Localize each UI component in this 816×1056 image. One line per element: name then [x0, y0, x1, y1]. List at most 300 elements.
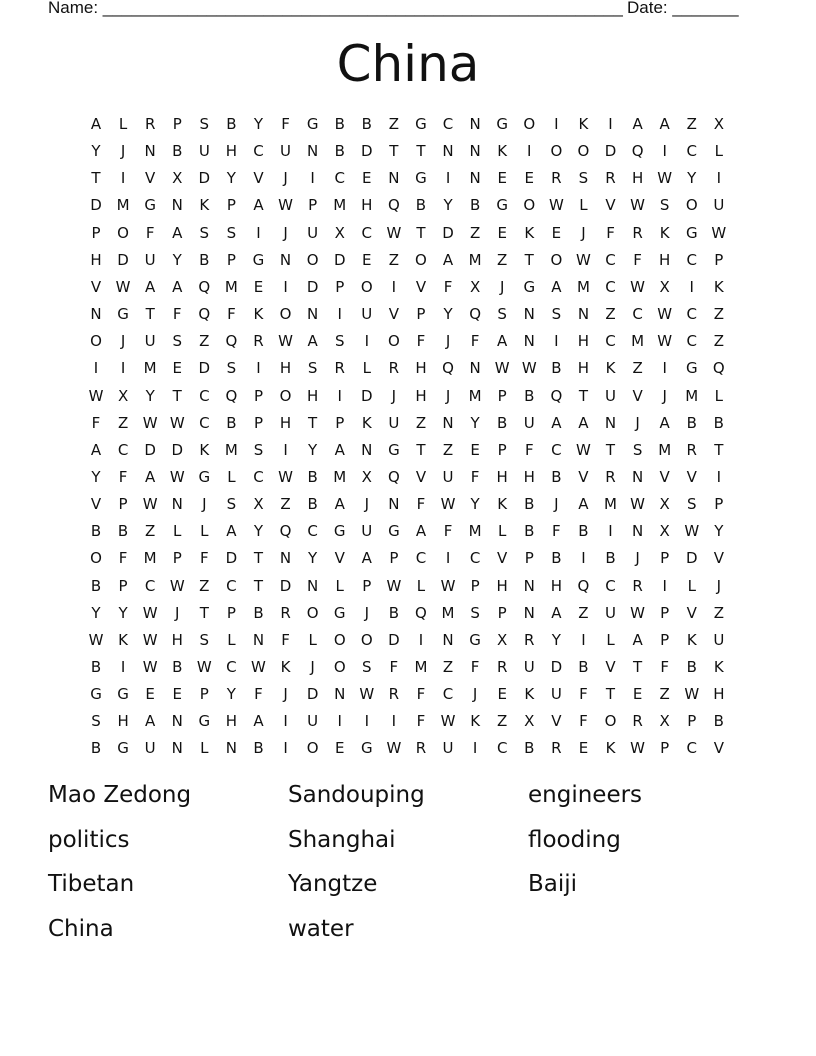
- grid-letter: F: [172, 305, 182, 324]
- grid-letter: F: [254, 685, 263, 704]
- grid-letter: E: [470, 440, 480, 459]
- grid-letter: A: [551, 277, 562, 296]
- grid-letter: H: [577, 332, 590, 351]
- grid-letter: O: [387, 332, 400, 351]
- grid-letter: Z: [117, 413, 129, 432]
- grid-letter: N: [469, 169, 481, 188]
- grid-letter: X: [497, 630, 508, 649]
- word-bank-item: Shanghai: [288, 826, 396, 853]
- grid-letter: G: [496, 115, 508, 133]
- grid-letter: D: [361, 142, 373, 161]
- grid-letter: I: [554, 115, 559, 133]
- grid-letter: R: [253, 332, 264, 351]
- grid-letter: B: [497, 413, 508, 432]
- grid-letter: B: [551, 467, 562, 486]
- grid-letter: J: [120, 142, 126, 161]
- grid-letter: C: [307, 522, 318, 541]
- grid-letter: E: [524, 169, 534, 188]
- grid-letter: N: [279, 549, 292, 568]
- grid-letter: P: [199, 685, 209, 704]
- page-title: China: [336, 35, 480, 93]
- grid-letter: T: [308, 413, 318, 432]
- grid-letter: X: [659, 495, 670, 514]
- grid-letter: F: [633, 250, 642, 269]
- grid-letter: Z: [145, 522, 156, 541]
- grid-letter: X: [469, 277, 481, 296]
- grid-letter: Q: [712, 359, 725, 378]
- grid-letter: I: [445, 549, 451, 568]
- grid-letter: F: [118, 549, 128, 568]
- grid-letter: U: [307, 712, 319, 731]
- grid-letter: B: [578, 522, 589, 541]
- grid-letter: C: [686, 142, 697, 161]
- grid-letter: M: [414, 658, 428, 676]
- grid-letter: L: [416, 576, 426, 595]
- grid-letter: B: [713, 712, 724, 731]
- grid-letter: I: [120, 359, 126, 378]
- grid-letter: K: [280, 658, 291, 676]
- grid-letter: B: [226, 115, 237, 133]
- grid-letter: G: [333, 603, 346, 622]
- grid-letter: K: [497, 495, 508, 514]
- grid-letter: E: [551, 223, 562, 242]
- grid-letter: P: [660, 739, 670, 758]
- grid-letter: G: [360, 739, 373, 758]
- grid-letter: W: [196, 658, 212, 676]
- grid-letter: D: [198, 169, 211, 188]
- word-bank-item: Sandouping: [288, 782, 425, 808]
- grid-letter: Z: [578, 603, 589, 622]
- grid-letter: Y: [226, 685, 236, 704]
- grid-letter: N: [523, 305, 535, 324]
- grid-letter: W: [630, 277, 646, 296]
- grid-letter: K: [713, 277, 724, 296]
- grid-letter: K: [118, 630, 128, 649]
- grid-letter: H: [90, 250, 102, 269]
- grid-letter: Y: [443, 196, 453, 215]
- grid-letter: Y: [91, 603, 101, 622]
- grid-letter: C: [605, 250, 616, 269]
- grid-letter: M: [576, 277, 590, 296]
- grid-letter: S: [334, 332, 345, 351]
- grid-letter: C: [686, 739, 697, 758]
- grid-letter: R: [388, 685, 400, 704]
- grid-letter: T: [172, 386, 182, 405]
- grid-letter: H: [523, 467, 535, 486]
- grid-letter: S: [199, 115, 210, 133]
- grid-letter: Q: [198, 277, 211, 296]
- grid-letter: O: [90, 549, 102, 568]
- grid-letter: U: [550, 685, 562, 704]
- grid-letter: W: [386, 739, 402, 758]
- grid-letter: C: [686, 250, 697, 269]
- grid-letter: B: [172, 658, 183, 676]
- grid-letter: F: [606, 223, 615, 242]
- grid-letter: C: [199, 386, 210, 405]
- grid-letter: I: [120, 658, 126, 676]
- grid-letter: G: [333, 522, 346, 541]
- word-bank-item: Tibetan: [48, 871, 135, 897]
- word-bank-item: Yangtze: [288, 871, 378, 897]
- date-field[interactable]: Date: _______: [627, 0, 739, 17]
- grid-letter: C: [199, 413, 210, 432]
- grid-letter: H: [117, 712, 129, 731]
- grid-letter: G: [198, 712, 211, 731]
- grid-letter: W: [386, 223, 402, 242]
- grid-letter: H: [279, 413, 292, 432]
- grid-letter: B: [90, 739, 102, 758]
- grid-letter: W: [630, 495, 646, 514]
- grid-letter: R: [388, 359, 400, 378]
- grid-letter: V: [145, 169, 156, 188]
- grid-letter: Y: [172, 250, 182, 269]
- grid-letter: O: [360, 630, 373, 649]
- grid-letter: O: [333, 630, 346, 649]
- grid-letter: T: [253, 549, 264, 568]
- grid-letter: I: [283, 440, 288, 459]
- grid-letter: T: [416, 223, 426, 242]
- grid-letter: D: [306, 685, 319, 704]
- grid-letter: F: [443, 277, 453, 296]
- grid-letter: V: [90, 277, 102, 296]
- grid-letter: N: [171, 196, 183, 215]
- grid-letter: W: [142, 658, 158, 676]
- grid-letter: I: [608, 522, 613, 541]
- grid-letter: G: [496, 196, 508, 215]
- grid-letter: K: [713, 658, 724, 676]
- grid-letter: T: [253, 576, 264, 595]
- grid-letter: U: [361, 522, 373, 541]
- grid-letter: A: [659, 115, 670, 133]
- grid-letter: W: [142, 495, 158, 514]
- grid-letter: A: [497, 332, 508, 351]
- grid-letter: Z: [442, 440, 454, 459]
- grid-letter: W: [169, 413, 185, 432]
- grid-letter: J: [391, 386, 397, 405]
- grid-letter: S: [659, 196, 670, 215]
- grid-letter: C: [605, 332, 616, 351]
- grid-letter: I: [581, 549, 586, 568]
- grid-letter: P: [362, 576, 372, 595]
- grid-letter: B: [524, 386, 535, 405]
- grid-letter: U: [442, 467, 454, 486]
- grid-letter: C: [361, 223, 373, 242]
- grid-letter: F: [524, 440, 534, 459]
- grid-letter: N: [388, 495, 400, 514]
- grid-letter: X: [334, 223, 345, 242]
- grid-letter: I: [283, 277, 288, 296]
- grid-letter: U: [280, 142, 292, 161]
- grid-letter: P: [416, 305, 426, 324]
- grid-letter: B: [524, 522, 535, 541]
- grid-letter: M: [333, 196, 347, 215]
- grid-letter: B: [469, 196, 481, 215]
- grid-letter: I: [256, 359, 261, 378]
- grid-letter: P: [308, 196, 318, 215]
- grid-letter: I: [391, 712, 397, 731]
- grid-letter: J: [364, 495, 370, 514]
- grid-letter: Q: [415, 603, 427, 622]
- grid-letter: D: [225, 549, 238, 568]
- grid-letter: H: [415, 386, 427, 405]
- grid-letter: K: [253, 305, 264, 324]
- grid-letter: M: [224, 440, 238, 459]
- grid-letter: I: [364, 332, 370, 351]
- grid-letter: D: [198, 359, 211, 378]
- grid-letter: U: [713, 196, 725, 215]
- grid-letter: B: [253, 603, 264, 622]
- grid-letter: W: [548, 196, 564, 215]
- grid-letter: S: [686, 495, 697, 514]
- grid-letter: R: [686, 440, 697, 459]
- grid-letter: J: [175, 603, 180, 622]
- grid-letter: V: [686, 467, 697, 486]
- grid-letter: P: [524, 549, 534, 568]
- grid-letter: B: [307, 495, 318, 514]
- grid-letter: W: [657, 332, 673, 351]
- grid-letter: P: [172, 115, 182, 133]
- grid-letter: G: [685, 223, 698, 242]
- grid-letter: I: [310, 169, 315, 188]
- grid-letter: N: [442, 630, 454, 649]
- grid-letter: C: [442, 685, 454, 704]
- grid-letter: B: [253, 739, 264, 758]
- grid-letter: O: [523, 115, 536, 133]
- grid-letter: V: [415, 277, 427, 296]
- grid-letter: I: [662, 576, 667, 595]
- grid-letter: O: [279, 305, 292, 324]
- grid-letter: R: [632, 576, 643, 595]
- grid-letter: V: [632, 386, 643, 405]
- grid-letter: O: [117, 223, 129, 242]
- grid-letter: E: [632, 685, 643, 704]
- grid-letter: I: [337, 305, 342, 324]
- grid-letter: Z: [605, 305, 616, 324]
- grid-letter: H: [306, 386, 319, 405]
- grid-letter: J: [635, 413, 640, 432]
- grid-letter: O: [685, 196, 698, 215]
- grid-letter: A: [145, 712, 156, 731]
- grid-letter: Q: [225, 332, 238, 351]
- grid-letter: F: [416, 685, 426, 704]
- grid-letter: W: [251, 658, 266, 676]
- grid-letter: B: [226, 413, 237, 432]
- grid-letter: C: [551, 440, 562, 459]
- grid-letter: B: [388, 603, 400, 622]
- grid-letter: A: [226, 522, 237, 541]
- grid-letter: S: [226, 495, 237, 514]
- grid-letter: B: [578, 658, 589, 676]
- grid-letter: Q: [469, 305, 482, 324]
- grid-letter: P: [497, 386, 507, 405]
- grid-letter: K: [578, 115, 589, 133]
- grid-letter: C: [117, 440, 129, 459]
- grid-letter: P: [118, 576, 128, 595]
- grid-letter: W: [657, 169, 673, 188]
- grid-letter: R: [632, 712, 643, 731]
- grid-letter: W: [576, 440, 591, 459]
- grid-letter: A: [551, 603, 562, 622]
- grid-letter: M: [468, 522, 482, 541]
- grid-letter: R: [144, 115, 156, 133]
- grid-letter: I: [689, 277, 694, 296]
- grid-letter: B: [90, 658, 102, 676]
- grid-letter: H: [631, 169, 644, 188]
- grid-letter: W: [88, 386, 104, 405]
- grid-letter: Q: [225, 386, 238, 405]
- grid-letter: A: [551, 413, 562, 432]
- grid-letter: W: [359, 685, 375, 704]
- grid-letter: U: [144, 250, 156, 269]
- grid-letter: P: [389, 549, 399, 568]
- name-field[interactable]: Name: _______________________________________________________: [48, 0, 623, 17]
- grid-letter: M: [468, 250, 482, 269]
- grid-letter: O: [550, 142, 563, 161]
- grid-letter: U: [523, 413, 535, 432]
- grid-letter: D: [333, 250, 346, 269]
- grid-letter: A: [307, 332, 318, 351]
- grid-letter: C: [334, 169, 345, 188]
- grid-letter: K: [199, 196, 210, 215]
- grid-letter: A: [442, 250, 454, 269]
- grid-letter: H: [171, 630, 183, 649]
- grid-letter: F: [416, 712, 426, 731]
- grid-letter: N: [523, 576, 535, 595]
- grid-letter: W: [630, 739, 646, 758]
- grid-letter: W: [576, 250, 591, 269]
- grid-letter: I: [581, 630, 586, 649]
- grid-letter: K: [199, 440, 210, 459]
- grid-letter: W: [684, 522, 700, 541]
- grid-letter: E: [497, 685, 507, 704]
- grid-letter: V: [713, 739, 724, 758]
- grid-letter: B: [686, 658, 697, 676]
- grid-letter: I: [662, 359, 667, 378]
- grid-letter: L: [227, 467, 236, 486]
- grid-letter: R: [551, 169, 562, 188]
- grid-letter: A: [361, 549, 372, 568]
- grid-letter: L: [200, 522, 209, 541]
- grid-letter: L: [362, 359, 371, 378]
- grid-letter: Z: [713, 332, 724, 351]
- grid-letter: C: [496, 739, 508, 758]
- grid-letter: A: [90, 115, 102, 133]
- grid-letter: E: [172, 685, 182, 704]
- grid-letter: R: [280, 603, 291, 622]
- grid-letter: I: [391, 277, 397, 296]
- grid-letter: M: [468, 386, 482, 405]
- grid-letter: O: [360, 277, 373, 296]
- word-bank-item: water: [288, 915, 354, 942]
- grid-letter: J: [364, 603, 370, 622]
- grid-letter: F: [470, 332, 480, 351]
- grid-letter: A: [145, 467, 156, 486]
- grid-letter: N: [388, 169, 400, 188]
- grid-letter: W: [278, 332, 293, 351]
- grid-letter: G: [252, 250, 265, 269]
- grid-letter: D: [361, 386, 373, 405]
- grid-letter: U: [713, 630, 725, 649]
- grid-letter: O: [577, 142, 590, 161]
- grid-letter: V: [90, 495, 102, 514]
- grid-letter: C: [253, 142, 264, 161]
- grid-letter: P: [172, 549, 182, 568]
- grid-letter: F: [118, 467, 128, 486]
- grid-letter: M: [116, 196, 130, 215]
- grid-letter: I: [445, 169, 451, 188]
- grid-letter: Y: [145, 386, 155, 405]
- grid-letter: S: [497, 305, 507, 324]
- grid-letter: T: [714, 440, 724, 459]
- word-bank-item: politics: [48, 826, 130, 853]
- grid-letter: D: [685, 549, 698, 568]
- grid-letter: F: [281, 630, 290, 649]
- grid-letter: H: [659, 250, 671, 269]
- grid-letter: Z: [659, 685, 670, 704]
- grid-letter: I: [337, 386, 342, 405]
- grid-letter: H: [496, 467, 508, 486]
- grid-letter: W: [169, 576, 185, 595]
- grid-letter: W: [142, 603, 158, 622]
- grid-letter: P: [226, 250, 236, 269]
- grid-letter: J: [554, 495, 559, 514]
- grid-letter: T: [91, 169, 101, 188]
- grid-letter: B: [307, 467, 318, 486]
- grid-letter: U: [198, 142, 210, 161]
- grid-letter: N: [442, 413, 454, 432]
- grid-letter: W: [711, 223, 727, 242]
- grid-letter: G: [117, 685, 129, 704]
- grid-letter: J: [283, 169, 288, 188]
- grid-letter: J: [581, 223, 586, 242]
- grid-letter: Y: [470, 495, 480, 514]
- grid-letter: I: [256, 223, 261, 242]
- grid-letter: H: [713, 685, 725, 704]
- grid-letter: F: [579, 685, 588, 704]
- grid-letter: G: [306, 115, 319, 133]
- grid-letter: X: [659, 712, 670, 731]
- grid-letter: T: [633, 658, 643, 676]
- grid-letter: F: [227, 305, 236, 324]
- grid-letter: A: [334, 440, 345, 459]
- grid-letter: N: [90, 305, 102, 324]
- grid-letter: R: [551, 739, 562, 758]
- grid-letter: P: [660, 630, 670, 649]
- grid-letter: P: [226, 196, 236, 215]
- grid-letter: C: [226, 576, 237, 595]
- grid-letter: F: [145, 223, 155, 242]
- grid-letter: X: [361, 467, 372, 486]
- grid-letter: M: [143, 549, 157, 568]
- grid-letter: W: [494, 359, 510, 378]
- grid-letter: K: [497, 142, 508, 161]
- grid-letter: G: [90, 685, 102, 704]
- grid-letter: C: [605, 277, 616, 296]
- grid-letter: T: [605, 685, 616, 704]
- grid-letter: Q: [550, 386, 563, 405]
- grid-letter: C: [686, 305, 697, 324]
- grid-letter: X: [253, 495, 264, 514]
- grid-letter: B: [334, 142, 345, 161]
- grid-letter: Y: [308, 440, 318, 459]
- grid-letter: L: [606, 630, 615, 649]
- grid-letter: B: [361, 115, 372, 133]
- grid-letter: V: [605, 196, 616, 215]
- grid-letter: J: [202, 495, 207, 514]
- grid-letter: I: [93, 359, 99, 378]
- grid-letter: H: [415, 359, 427, 378]
- grid-letter: N: [361, 440, 373, 459]
